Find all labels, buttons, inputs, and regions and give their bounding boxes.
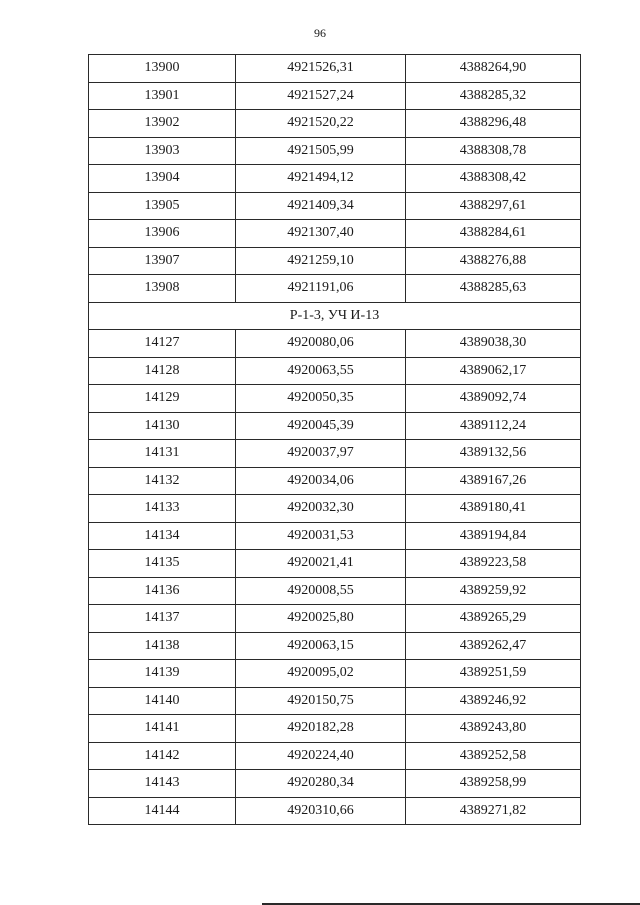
point-number-cell: 14135 — [89, 550, 236, 578]
table-row — [89, 165, 581, 193]
point-number-cell: 14140 — [89, 687, 236, 715]
y-coordinate-cell: 4389252,58 — [406, 742, 581, 770]
y-coordinate-cell: 4388296,48 — [406, 110, 581, 138]
point-number-cell: 13902 — [89, 110, 236, 138]
table-row — [89, 275, 581, 303]
point-number-cell: 14137 — [89, 605, 236, 633]
x-coordinate-cell: 4920025,80 — [236, 605, 406, 633]
table-row — [89, 330, 581, 358]
x-coordinate-cell: 4920063,15 — [236, 632, 406, 660]
table-row — [89, 192, 581, 220]
point-number-cell: 14136 — [89, 577, 236, 605]
y-coordinate-cell: 4389246,92 — [406, 687, 581, 715]
table-row — [89, 137, 581, 165]
y-coordinate-cell: 4388285,32 — [406, 82, 581, 110]
x-coordinate-cell: 4921494,12 — [236, 165, 406, 193]
y-coordinate-cell: 4389092,74 — [406, 385, 581, 413]
y-coordinate-cell: 4388285,63 — [406, 275, 581, 303]
point-number-cell: 13906 — [89, 220, 236, 248]
table-row — [89, 687, 581, 715]
x-coordinate-cell: 4920045,39 — [236, 412, 406, 440]
table-row — [89, 495, 581, 523]
table-row — [89, 715, 581, 743]
y-coordinate-cell: 4389262,47 — [406, 632, 581, 660]
x-coordinate-cell: 4921527,24 — [236, 82, 406, 110]
y-coordinate-cell: 4389132,56 — [406, 440, 581, 468]
x-coordinate-cell: 4920032,30 — [236, 495, 406, 523]
table-row — [89, 385, 581, 413]
table-row — [89, 357, 581, 385]
table-row — [89, 412, 581, 440]
point-number-cell: 14132 — [89, 467, 236, 495]
table-row — [89, 550, 581, 578]
y-coordinate-cell: 4389271,82 — [406, 797, 581, 825]
point-number-cell: 14134 — [89, 522, 236, 550]
y-coordinate-cell: 4389194,84 — [406, 522, 581, 550]
x-coordinate-cell: 4920280,34 — [236, 770, 406, 798]
table-row — [89, 467, 581, 495]
table-row — [89, 605, 581, 633]
x-coordinate-cell: 4920150,75 — [236, 687, 406, 715]
point-number-cell: 14142 — [89, 742, 236, 770]
coordinates-table — [88, 54, 581, 825]
page-number: 96 — [314, 26, 326, 40]
y-coordinate-cell: 4388264,90 — [406, 55, 581, 83]
x-coordinate-cell: 4921526,31 — [236, 55, 406, 83]
section-label: Р-1-3, УЧ И-13 — [89, 302, 581, 330]
x-coordinate-cell: 4920080,06 — [236, 330, 406, 358]
point-number-cell: 14139 — [89, 660, 236, 688]
x-coordinate-cell: 4921259,10 — [236, 247, 406, 275]
y-coordinate-cell: 4388308,42 — [406, 165, 581, 193]
x-coordinate-cell: 4921505,99 — [236, 137, 406, 165]
table-row — [89, 82, 581, 110]
table-row — [89, 797, 581, 825]
x-coordinate-cell: 4920182,28 — [236, 715, 406, 743]
point-number-cell: 14130 — [89, 412, 236, 440]
table-row — [89, 440, 581, 468]
table-row — [89, 55, 581, 83]
point-number-cell: 13900 — [89, 55, 236, 83]
y-coordinate-cell: 4388308,78 — [406, 137, 581, 165]
point-number-cell: 14127 — [89, 330, 236, 358]
y-coordinate-cell: 4389259,92 — [406, 577, 581, 605]
table-row — [89, 577, 581, 605]
y-coordinate-cell: 4389062,17 — [406, 357, 581, 385]
section-row — [89, 302, 581, 330]
y-coordinate-cell: 4389180,41 — [406, 495, 581, 523]
table-row — [89, 660, 581, 688]
table-row — [89, 742, 581, 770]
y-coordinate-cell: 4389243,80 — [406, 715, 581, 743]
table-row — [89, 110, 581, 138]
y-coordinate-cell: 4389038,30 — [406, 330, 581, 358]
point-number-cell: 13905 — [89, 192, 236, 220]
x-coordinate-cell: 4920050,35 — [236, 385, 406, 413]
y-coordinate-cell: 4388297,61 — [406, 192, 581, 220]
y-coordinate-cell: 4389258,99 — [406, 770, 581, 798]
point-number-cell: 13903 — [89, 137, 236, 165]
x-coordinate-cell: 4920034,06 — [236, 467, 406, 495]
x-coordinate-cell: 4921520,22 — [236, 110, 406, 138]
x-coordinate-cell: 4920310,66 — [236, 797, 406, 825]
table-row — [89, 632, 581, 660]
point-number-cell: 13907 — [89, 247, 236, 275]
point-number-cell: 14128 — [89, 357, 236, 385]
x-coordinate-cell: 4920224,40 — [236, 742, 406, 770]
table-row — [89, 247, 581, 275]
point-number-cell: 13908 — [89, 275, 236, 303]
x-coordinate-cell: 4920095,02 — [236, 660, 406, 688]
y-coordinate-cell: 4388276,88 — [406, 247, 581, 275]
table-row — [89, 770, 581, 798]
point-number-cell: 14133 — [89, 495, 236, 523]
x-coordinate-cell: 4920021,41 — [236, 550, 406, 578]
table-row — [89, 522, 581, 550]
x-coordinate-cell: 4920008,55 — [236, 577, 406, 605]
y-coordinate-cell: 4389112,24 — [406, 412, 581, 440]
coordinates-table-body — [89, 55, 581, 825]
point-number-cell: 13901 — [89, 82, 236, 110]
point-number-cell: 14131 — [89, 440, 236, 468]
y-coordinate-cell: 4388284,61 — [406, 220, 581, 248]
point-number-cell: 14138 — [89, 632, 236, 660]
x-coordinate-cell: 4920031,53 — [236, 522, 406, 550]
x-coordinate-cell: 4921409,34 — [236, 192, 406, 220]
table-row — [89, 220, 581, 248]
y-coordinate-cell: 4389251,59 — [406, 660, 581, 688]
point-number-cell: 14143 — [89, 770, 236, 798]
point-number-cell: 14144 — [89, 797, 236, 825]
x-coordinate-cell: 4921307,40 — [236, 220, 406, 248]
y-coordinate-cell: 4389167,26 — [406, 467, 581, 495]
y-coordinate-cell: 4389265,29 — [406, 605, 581, 633]
point-number-cell: 14129 — [89, 385, 236, 413]
y-coordinate-cell: 4389223,58 — [406, 550, 581, 578]
point-number-cell: 13904 — [89, 165, 236, 193]
point-number-cell: 14141 — [89, 715, 236, 743]
x-coordinate-cell: 4921191,06 — [236, 275, 406, 303]
x-coordinate-cell: 4920063,55 — [236, 357, 406, 385]
x-coordinate-cell: 4920037,97 — [236, 440, 406, 468]
